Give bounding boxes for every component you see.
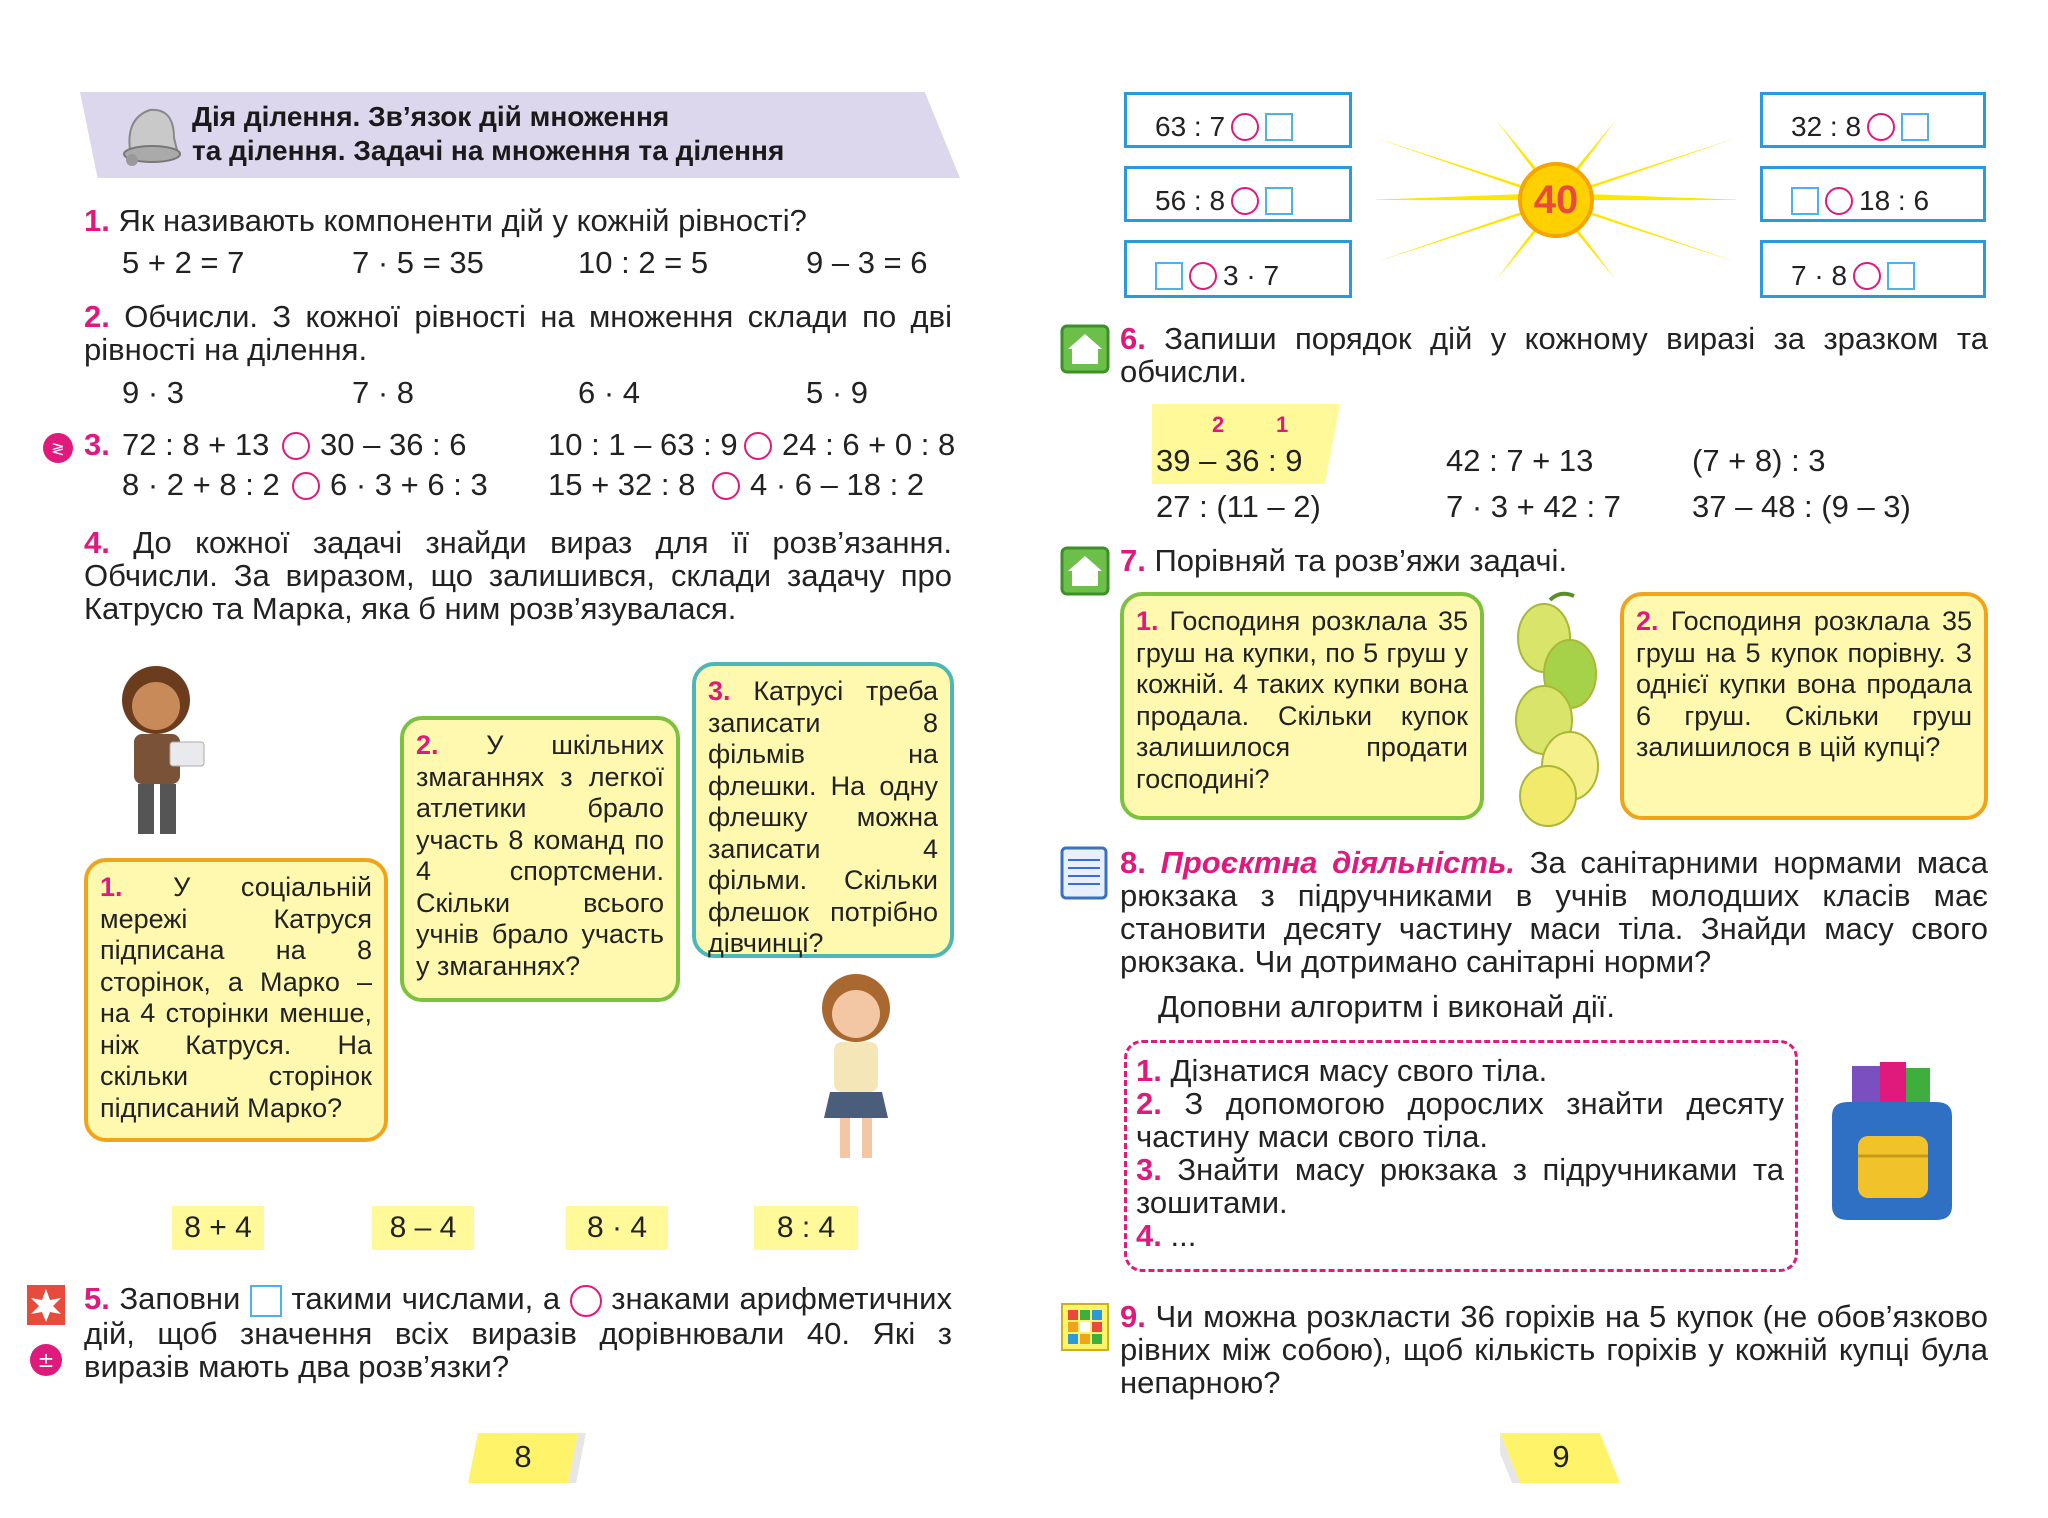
operator-circle[interactable] xyxy=(1231,187,1259,215)
equation: 5 + 2 = 7 xyxy=(122,245,245,280)
operator-circle[interactable] xyxy=(1189,262,1217,290)
expression: (7 + 8) : 3 xyxy=(1692,443,1826,478)
expression-chip[interactable]: 8 – 4 xyxy=(372,1206,474,1250)
task-text: Обчисли. З кожної рівності на множення склади по дві рівності на ділення. xyxy=(84,299,952,367)
equation: 7 · 5 = 35 xyxy=(352,245,484,280)
number-square[interactable] xyxy=(1901,113,1929,141)
task-3 xyxy=(84,428,964,508)
task-number: 6. xyxy=(1120,321,1146,356)
expression: 72 : 8 + 13 xyxy=(122,427,270,462)
expression-card xyxy=(1760,240,1986,298)
comparison-circle[interactable] xyxy=(282,432,310,460)
expression: 3 · 7 xyxy=(1223,260,1280,291)
lesson-title xyxy=(192,100,784,168)
problem-card-2 xyxy=(400,716,680,1002)
task-text: такими числами, а xyxy=(291,1281,561,1316)
expression-chip[interactable]: 8 : 4 xyxy=(754,1206,858,1250)
operator-circle[interactable] xyxy=(1825,187,1853,215)
pears-illustration xyxy=(1504,590,1614,830)
task-text: Порівняй та розв’яжи задачі. xyxy=(1154,543,1568,578)
expression: 30 – 36 : 6 xyxy=(320,427,467,462)
backpack-illustration xyxy=(1818,1056,1968,1226)
task-1 xyxy=(84,204,964,237)
comparison-circle[interactable] xyxy=(712,472,740,500)
task-number: 4. xyxy=(84,525,110,560)
svg-text:≷: ≷ xyxy=(51,439,65,458)
operator-circle[interactable] xyxy=(1853,262,1881,290)
problem-text: У шкільних змаганнях з легкої атлетики брало участь 8 команд по 4 спортсмени. Скільки всього учнів брало участь у змаганнях? xyxy=(416,730,664,981)
problem-text: Господиня розклала 35 груш на купки, по 5 груш у кожній. 4 таких купки вона продала. Скільки купок залишилося продати господині? xyxy=(1136,606,1468,794)
problem-card-3 xyxy=(692,662,954,958)
rubiks-cube-icon xyxy=(1060,1302,1110,1352)
expression-card xyxy=(1124,240,1352,298)
order-mark: 2 xyxy=(1212,412,1225,437)
bell-icon xyxy=(112,98,182,170)
boy-illustration xyxy=(104,660,224,840)
page-number: 8 xyxy=(514,1439,532,1474)
task-number: 5. xyxy=(84,1281,110,1316)
problem-card-7-1 xyxy=(1120,592,1484,820)
task-text: Заповни xyxy=(119,1281,241,1316)
expression: 6 · 4 xyxy=(578,375,641,410)
expression: 7 · 8 xyxy=(1791,260,1848,291)
expression: 9 · 3 xyxy=(122,375,185,410)
expression-card xyxy=(1760,92,1986,148)
number-square[interactable] xyxy=(1265,113,1293,141)
problem-card-1 xyxy=(84,858,388,1142)
task-text: Запиши порядок дій у кожному виразі за зразком та обчисли. xyxy=(1120,321,1988,389)
operator-circle[interactable] xyxy=(1231,113,1259,141)
task-number: 2. xyxy=(84,299,110,334)
homework-house-icon xyxy=(1060,324,1110,374)
expression: 56 : 8 xyxy=(1155,185,1226,216)
task-6 xyxy=(1120,322,1988,388)
comparison-circle[interactable] xyxy=(292,472,320,500)
expression: 7 · 8 xyxy=(352,375,415,410)
task-text: За санітарними нормами маса рюкзака з підручниками в учнів молодших класів має становити десяту частину маси тіла. Знайди масу свого рюкзака. Чи дотримано санітарні норми? xyxy=(1120,845,1988,979)
algorithm-step: 2. З допомогою дорослих знайти десяту частину маси свого тіла. xyxy=(1136,1086,1784,1154)
compare-signs-icon xyxy=(42,432,74,464)
task-number: 3. xyxy=(708,676,731,706)
lesson-title-line1: Дія ділення. Зв’язок дій множення xyxy=(192,101,670,132)
task-4 xyxy=(84,526,952,625)
task-number: 1. xyxy=(100,872,123,902)
svg-text:±: ± xyxy=(37,1348,55,1372)
problem-card-7-2 xyxy=(1620,592,1988,820)
algorithm-step: 4. ... xyxy=(1136,1218,1197,1253)
expression: 8 · 2 + 8 : 2 xyxy=(122,467,280,502)
task-text: Як називають компоненти дій у кожній рівності? xyxy=(118,203,807,238)
expression-chip[interactable]: 8 + 4 xyxy=(172,1206,264,1250)
equation: 9 – 3 = 6 xyxy=(806,245,928,280)
algorithm-step: 1. Дізнатися масу свого тіла. xyxy=(1136,1053,1548,1088)
comparison-circle[interactable] xyxy=(744,432,772,460)
task-9 xyxy=(1120,1300,1988,1399)
task-number: 1. xyxy=(1136,606,1159,636)
expression: 10 : 1 – 63 : 9 xyxy=(548,427,738,462)
task-text: До кожної задачі знайди вираз для її розв’язання. Обчисли. За виразом, що залишився, склади задачу про Катрусю та Марка, яка б ним розв’язувалася. xyxy=(84,525,952,626)
expression: 27 : (11 – 2) xyxy=(1156,489,1321,524)
task-5 xyxy=(84,1282,952,1383)
number-square[interactable] xyxy=(1887,262,1915,290)
expression-card xyxy=(1124,92,1352,148)
number-square[interactable] xyxy=(1155,262,1183,290)
problem-text: Господиня розклала 35 груш на 5 купок порівну. З однієї купки вона продала 6 груш. Скільки груш залишилося в цій купці? xyxy=(1636,606,1972,762)
operator-circle[interactable] xyxy=(1867,113,1895,141)
task-8 xyxy=(1120,846,1988,978)
problem-text: Катрусі треба записати 8 фільмів на флешки. На одну флешку можна записати 4 фільми. Скільки флешок потрібно дівчинці? xyxy=(708,676,938,958)
task-number: 3. xyxy=(84,427,110,462)
task-text: знаками арифметичних дій, щоб значення всіх виразів дорівнювали 40. Які з виразів мають два розв’язки? xyxy=(84,1281,952,1384)
algorithm-step: 3. Знайти масу рюкзака з підручниками та зошитами. xyxy=(1136,1152,1784,1220)
lesson-title-line2: та ділення. Задачі на множення та ділення xyxy=(192,135,785,166)
homework-house-icon xyxy=(1060,546,1110,596)
page-number: 9 xyxy=(1552,1439,1570,1474)
expression-card xyxy=(1124,166,1352,222)
expression: 37 – 48 : (9 – 3) xyxy=(1692,489,1911,524)
task-number: 2. xyxy=(416,730,439,760)
expression: 5 · 9 xyxy=(806,375,869,410)
number-square[interactable] xyxy=(1791,187,1819,215)
blank-square-sample xyxy=(250,1285,282,1317)
expression: 4 · 6 – 18 : 2 xyxy=(750,467,925,502)
expression: 18 : 6 xyxy=(1859,185,1930,216)
expression: 63 : 7 xyxy=(1155,111,1226,142)
task-2 xyxy=(84,300,952,366)
number-square[interactable] xyxy=(1265,187,1293,215)
expression: 42 : 7 + 13 xyxy=(1446,443,1594,478)
star-burst-icon xyxy=(26,1284,66,1378)
expression: 39 – 36 : 9 xyxy=(1156,443,1303,478)
expression: 7 · 3 + 42 : 7 xyxy=(1446,489,1621,524)
expression-chip[interactable]: 8 · 4 xyxy=(566,1206,668,1250)
expression-card xyxy=(1760,166,1986,222)
algorithm-steps xyxy=(1136,1054,1784,1252)
order-mark: 1 xyxy=(1276,412,1289,437)
notebook-icon xyxy=(1060,846,1108,900)
task-text: Чи можна розкласти 36 горіхів на 5 купок (не обов’язково рівних між собою), щоб кількість горіхів у кожній купці була непарною? xyxy=(1120,1299,1988,1400)
blank-circle-sample xyxy=(570,1285,602,1317)
task-number: 1. xyxy=(84,203,110,238)
task-number: 7. xyxy=(1120,543,1146,578)
task-subtext: Доповни алгоритм і виконай дії. xyxy=(1158,989,1615,1024)
problem-text: У соціальній мережі Катруся підписана на 8 сторінок, а Марко – на 4 сторінки менше, ніж Катруся. На скільки сторінок підписаний Марко? xyxy=(100,872,372,1123)
task-number: 8. xyxy=(1120,845,1146,880)
target-number: 40 xyxy=(1533,178,1579,222)
expression: 32 : 8 xyxy=(1791,111,1862,142)
girl-illustration xyxy=(800,970,910,1170)
task-7 xyxy=(1120,544,1567,577)
project-title: Проєктна діяльність. xyxy=(1160,845,1516,880)
expression: 24 : 6 + 0 : 8 xyxy=(782,427,956,462)
expression: 15 + 32 : 8 xyxy=(548,467,696,502)
expression: 6 · 3 + 6 : 3 xyxy=(330,467,488,502)
task-number: 2. xyxy=(1636,606,1659,636)
equation: 10 : 2 = 5 xyxy=(578,245,709,280)
task-number: 9. xyxy=(1120,1299,1146,1334)
